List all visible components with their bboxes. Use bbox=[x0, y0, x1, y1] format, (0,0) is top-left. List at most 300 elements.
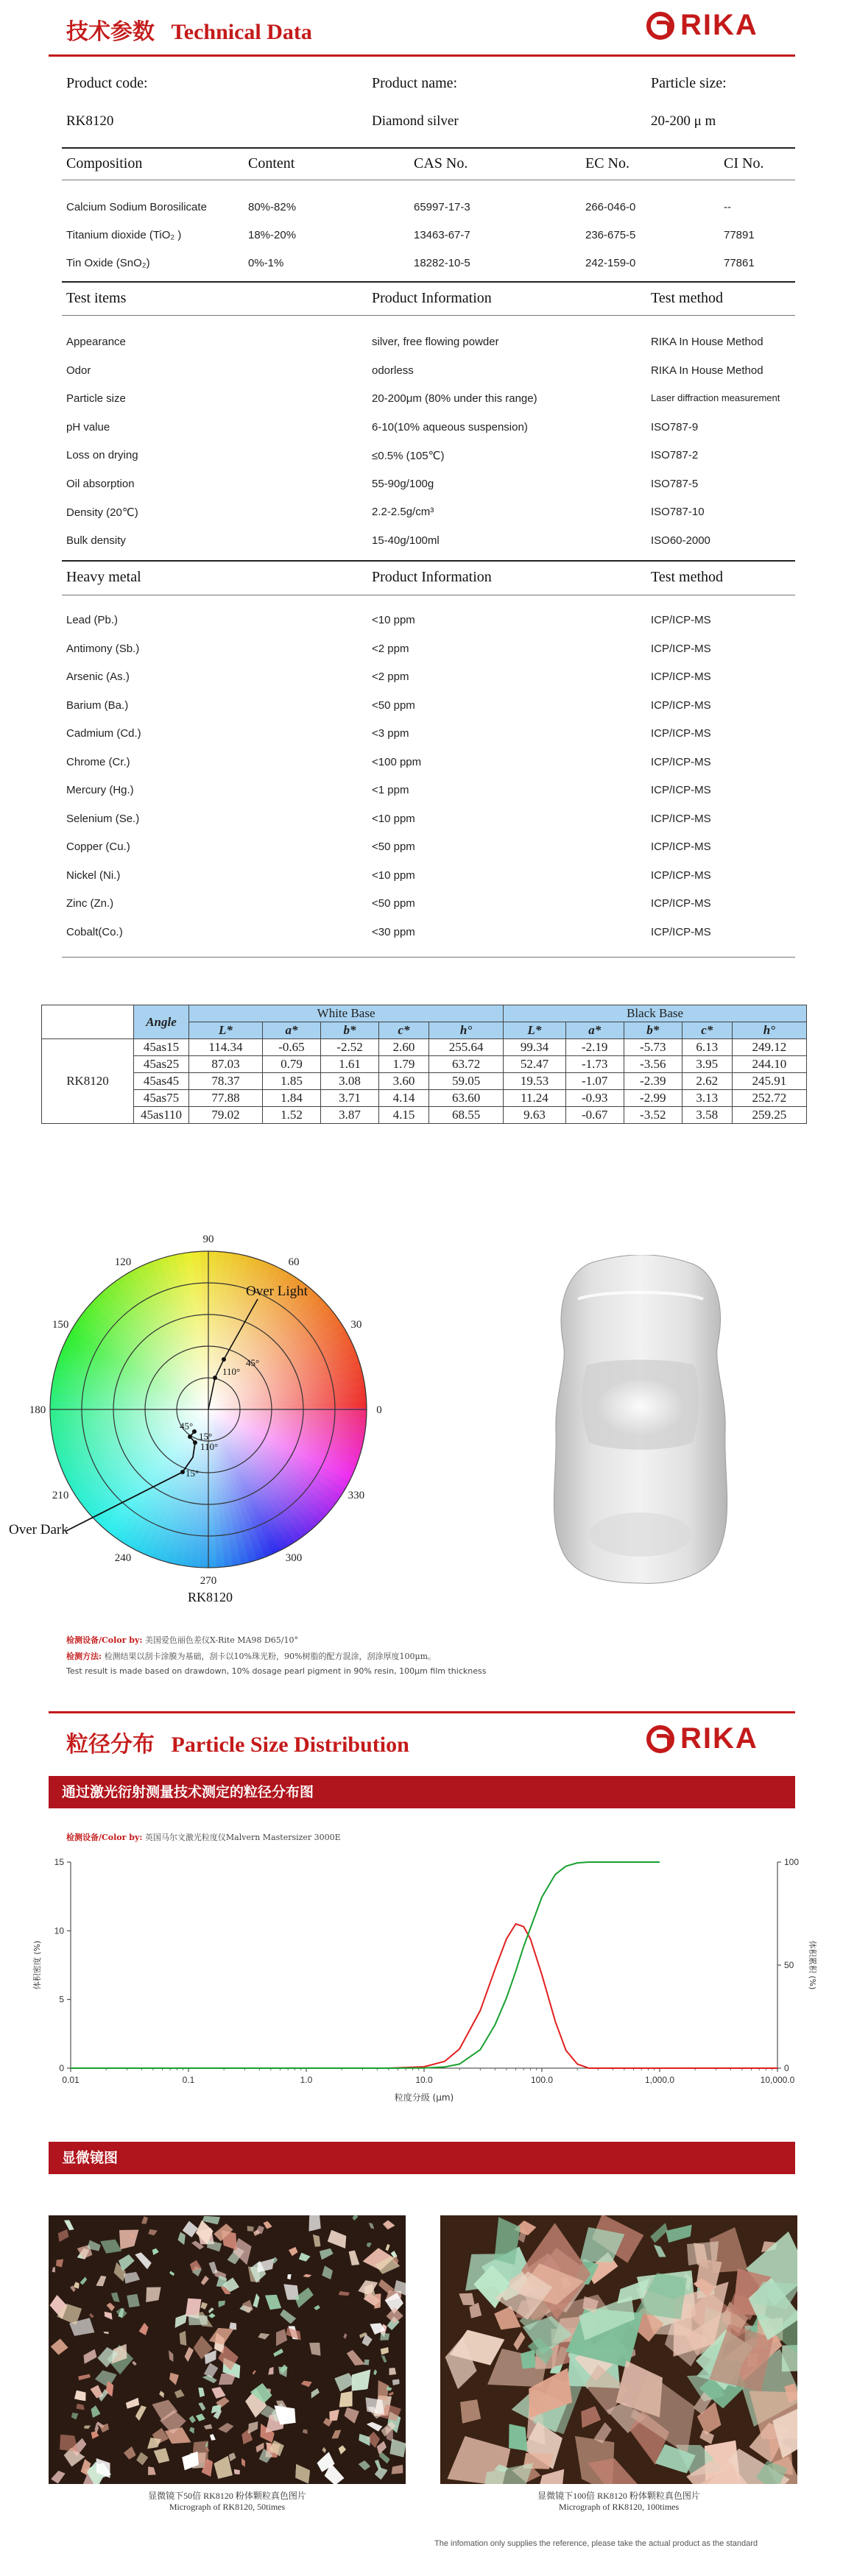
micro-flake bbox=[150, 2247, 159, 2256]
black-value-cell: -2.19 bbox=[565, 1039, 624, 1056]
micro-flake bbox=[357, 2460, 372, 2471]
micro-flake bbox=[365, 2421, 383, 2432]
white-value-cell: 114.34 bbox=[189, 1039, 263, 1056]
psd-x-tick-label: 0.1 bbox=[182, 2075, 195, 2085]
micro-flake bbox=[257, 2333, 270, 2340]
micro-flake bbox=[134, 2405, 147, 2421]
micro-flake bbox=[74, 2391, 87, 2402]
micro-flake bbox=[295, 2464, 311, 2484]
micro-flake bbox=[512, 2331, 527, 2351]
heavy-cell: <10 ppm bbox=[372, 868, 415, 882]
white-value-cell: 59.05 bbox=[428, 1073, 503, 1090]
white-value-cell: 255.64 bbox=[428, 1039, 503, 1056]
micro-flake bbox=[246, 2225, 255, 2232]
tests-cell: Odor bbox=[66, 364, 91, 377]
micro-flake bbox=[124, 2291, 143, 2310]
heavy-cell: ICP/ICP-MS bbox=[651, 812, 711, 825]
psd-x-tick-label: 0.01 bbox=[62, 2075, 80, 2085]
technical-title-en: Technical Data bbox=[171, 20, 312, 44]
dark-label-45: 45° bbox=[180, 1420, 194, 1432]
tests-cell: Particle size bbox=[66, 392, 126, 405]
color-col-header: a* bbox=[262, 1022, 320, 1039]
black-value-cell: 9.63 bbox=[504, 1107, 566, 1124]
micro-flake bbox=[189, 2427, 194, 2434]
micro-flake bbox=[50, 2470, 66, 2484]
dark-label-15b: 15° bbox=[186, 1468, 200, 1479]
micro-flake bbox=[381, 2220, 395, 2231]
micro-flake bbox=[535, 2469, 564, 2484]
psd-chart bbox=[29, 1855, 825, 2120]
micro-caption-2-en: Micrograph of RK8120, 100times bbox=[558, 2502, 680, 2512]
micro-flake bbox=[88, 2405, 102, 2419]
white-value-cell: 1.61 bbox=[321, 1056, 379, 1073]
color-col-header: b* bbox=[321, 1022, 379, 1039]
micro-flake bbox=[217, 2421, 234, 2433]
color-row bbox=[42, 1090, 807, 1107]
composition-header-0: Composition bbox=[66, 155, 143, 171]
micro-flake bbox=[287, 2274, 292, 2279]
micro-flake bbox=[200, 2302, 208, 2310]
micro-flake bbox=[218, 2372, 236, 2386]
tests-cell: Loss on drying bbox=[66, 449, 138, 461]
heavy-cell: Arsenic (As.) bbox=[66, 670, 130, 683]
micro-flake bbox=[208, 2385, 228, 2399]
tests-cell: Oil absorption bbox=[66, 477, 135, 490]
micro-flake bbox=[458, 2290, 477, 2307]
micro-flake bbox=[385, 2305, 404, 2326]
tests-cell: Laser diffraction measurement bbox=[651, 392, 780, 403]
color-product-cell: RK8120 bbox=[42, 1039, 134, 1124]
psd-x-tick-label: 10,000.0 bbox=[760, 2075, 795, 2085]
psd-title-cn: 粒径分布 bbox=[66, 1733, 155, 1757]
micro-flake bbox=[84, 2425, 91, 2430]
dark-point-110 bbox=[193, 1440, 197, 1445]
micro-flake bbox=[343, 2407, 359, 2424]
color-angle-cell: 45as75 bbox=[134, 1090, 189, 1107]
color-col-header: c* bbox=[379, 1022, 429, 1039]
micro-flake bbox=[146, 2465, 156, 2477]
tests-header-1: Product Information bbox=[372, 290, 492, 306]
micro-flake bbox=[345, 2349, 367, 2369]
psd-y2-tick-label: 0 bbox=[784, 2063, 789, 2073]
micro-flake bbox=[385, 2243, 390, 2251]
psd-x-tick-label: 10.0 bbox=[415, 2075, 433, 2085]
micro-flake bbox=[322, 2265, 333, 2280]
micro-flake bbox=[76, 2403, 85, 2410]
product-code-value: RK8120 bbox=[66, 113, 114, 129]
micro-caption-1-en: Micrograph of RK8120, 50times bbox=[169, 2502, 286, 2512]
angle-tick-label: 90 bbox=[202, 1234, 214, 1245]
micro-flake bbox=[56, 2433, 79, 2453]
white-value-cell: -0.65 bbox=[262, 1039, 320, 1056]
black-value-cell: -5.73 bbox=[624, 1039, 682, 1056]
color-col-header: L* bbox=[189, 1022, 263, 1039]
heavy-cell: Barium (Ba.) bbox=[66, 698, 129, 712]
white-value-cell: 1.79 bbox=[379, 1056, 429, 1073]
micro-flake bbox=[301, 2429, 307, 2434]
angle-tick-label: 210 bbox=[52, 1490, 69, 1501]
composition-cell: Calcium Sodium Borosilicate bbox=[66, 201, 207, 213]
micro-flake bbox=[208, 2313, 216, 2319]
micro-flake bbox=[52, 2267, 55, 2274]
title-divider bbox=[49, 54, 795, 57]
color-col-header: L* bbox=[504, 1022, 566, 1039]
micro-flake bbox=[662, 2222, 697, 2243]
method-label: 检测方法: bbox=[66, 1652, 102, 1661]
particle-size-value: 20-200 μ m bbox=[651, 113, 716, 129]
micro-flake bbox=[373, 2368, 377, 2374]
micro-caption-1-cn: 显微镜下50倍 RK8120 粉体颗粒真色图片 bbox=[148, 2491, 306, 2501]
color-wheel bbox=[0, 1207, 412, 1612]
micro-flake bbox=[264, 2293, 283, 2310]
angle-tick-label: 30 bbox=[350, 1319, 362, 1331]
micro-flake bbox=[331, 2430, 341, 2439]
micro-flake bbox=[110, 2292, 121, 2303]
micro-flake bbox=[252, 2370, 256, 2374]
micro-flake bbox=[80, 2276, 88, 2285]
car-swatch-image bbox=[541, 1255, 740, 1586]
micro-flake bbox=[103, 2332, 109, 2334]
psd-title-en: Particle Size Distribution bbox=[171, 1733, 409, 1757]
black-value-cell: 2.62 bbox=[682, 1073, 732, 1090]
heavy-cell: <50 ppm bbox=[372, 698, 415, 712]
method-text: 检测结果以刮卡涂膜为基础，刮卡以10%珠光粉，90%树脂的配方混涂，刮涂厚度100μm。 bbox=[104, 1652, 437, 1661]
angle-tick-label: 180 bbox=[29, 1404, 46, 1416]
micro-flake bbox=[241, 2458, 245, 2466]
psd-y2-tick-label: 100 bbox=[784, 1857, 800, 1867]
white-value-cell: 1.85 bbox=[262, 1073, 320, 1090]
tests-header-line bbox=[62, 315, 795, 316]
heavy-cell: Copper (Cu.) bbox=[66, 841, 130, 853]
tests-cell: pH value bbox=[66, 420, 110, 434]
rika-logo-icon-2 bbox=[646, 1725, 674, 1753]
light-label-45: 45° bbox=[246, 1357, 260, 1368]
micro-flake bbox=[197, 2401, 206, 2412]
micro-flake bbox=[345, 2248, 361, 2268]
heavy-cell: Cadmium (Cd.) bbox=[66, 727, 141, 740]
heavy-cell: Nickel (Ni.) bbox=[66, 868, 121, 882]
method-en: Test result is made based on drawdown, 10% dosage pearl pigment in 90% resin, 100μm film thickness bbox=[66, 1666, 487, 1676]
product-name-value: Diamond silver bbox=[372, 113, 459, 129]
micro-flake bbox=[359, 2434, 371, 2446]
composition-header-1: Content bbox=[248, 155, 295, 171]
micro-flake bbox=[454, 2396, 484, 2425]
micro-flake bbox=[268, 2367, 274, 2376]
white-value-cell: 79.02 bbox=[189, 1107, 263, 1124]
micro-flake bbox=[96, 2275, 107, 2286]
micro-flake bbox=[99, 2420, 110, 2434]
micro-caption-2-cn: 显微镜下100倍 RK8120 粉体颗粒真色图片 bbox=[537, 2491, 700, 2501]
micro-flake bbox=[388, 2391, 394, 2397]
tests-header-2: Test method bbox=[651, 290, 724, 306]
micro-flake bbox=[71, 2412, 78, 2419]
tests-cell: 15-40g/100ml bbox=[372, 534, 440, 547]
composition-cell: 13463-67-7 bbox=[414, 229, 470, 241]
micro-flake bbox=[322, 2446, 327, 2453]
micro-flake bbox=[63, 2218, 75, 2232]
angle-tick-label: 330 bbox=[348, 1490, 365, 1501]
tests-cell: Appearance bbox=[66, 336, 126, 348]
tests-header-0: Test items bbox=[66, 290, 127, 306]
color-col-header: a* bbox=[565, 1022, 624, 1039]
black-value-cell: 3.58 bbox=[682, 1107, 732, 1124]
tests-cell: silver, free flowing powder bbox=[372, 336, 499, 348]
psd-density-line bbox=[71, 1924, 777, 2068]
composition-cell: 0%-1% bbox=[248, 257, 284, 269]
microscope-bar: 显微镜图 bbox=[49, 2142, 795, 2174]
micro-flake bbox=[303, 2274, 311, 2279]
black-value-cell: 6.13 bbox=[682, 1039, 732, 1056]
black-value-cell: 99.34 bbox=[504, 1039, 566, 1056]
white-value-cell: 77.88 bbox=[189, 1090, 263, 1107]
device-text: 美国爱色丽色差仪X-Rite MA98 D65/10° bbox=[144, 1635, 299, 1645]
psd-x-tick-label: 1.0 bbox=[300, 2075, 313, 2085]
micro-caption-1 bbox=[49, 2489, 406, 2513]
micro-flake bbox=[328, 2409, 339, 2421]
white-value-cell: 1.52 bbox=[262, 1107, 320, 1124]
micro-flake bbox=[173, 2389, 186, 2399]
footer-note: The infomation only supplies the reference, please take the actual product as the standard bbox=[434, 2539, 758, 2548]
heavy-cell: ICP/ICP-MS bbox=[651, 784, 711, 796]
color-data-table bbox=[41, 1005, 807, 1124]
tests-cell: RIKA In House Method bbox=[651, 336, 763, 348]
composition-cell: Titanium dioxide (TiO₂ ) bbox=[66, 229, 182, 241]
heavy-cell: Chrome (Cr.) bbox=[66, 755, 130, 768]
color-angle-cell: 45as110 bbox=[134, 1107, 189, 1124]
psd-y-tick-label: 10 bbox=[54, 1925, 64, 1936]
heavy-cell: <10 ppm bbox=[372, 614, 415, 626]
tests-cell: ≤0.5% (105℃) bbox=[372, 450, 445, 462]
rika-logo-2 bbox=[646, 1722, 758, 1755]
micro-flake bbox=[279, 2309, 297, 2325]
micro-flake bbox=[178, 2330, 189, 2349]
tests-cell: 6-10(10% aqueous suspension) bbox=[372, 420, 528, 434]
dark-label-15a: 15° bbox=[199, 1431, 213, 1442]
angle-tick-label: 240 bbox=[114, 1551, 132, 1564]
over-light-label: Over Light bbox=[246, 1284, 308, 1299]
micro-flake bbox=[208, 2307, 214, 2314]
color-col-header: c* bbox=[682, 1022, 732, 1039]
light-point-45 bbox=[222, 1357, 226, 1362]
composition-cell: Tin Oxide (SnO₂) bbox=[66, 257, 150, 269]
micro-flake bbox=[119, 2226, 140, 2250]
device-label: 检测设备/Color by: bbox=[66, 1635, 143, 1645]
particle-size-label: Particle size: bbox=[651, 75, 727, 91]
micro-flake bbox=[366, 2243, 372, 2248]
black-value-cell: -2.99 bbox=[624, 1090, 682, 1107]
rika-logo-icon bbox=[646, 12, 674, 40]
heavy-cell: <2 ppm bbox=[372, 642, 409, 655]
micro-flake bbox=[132, 2360, 137, 2367]
color-row bbox=[42, 1056, 807, 1073]
micro-flake bbox=[351, 2215, 359, 2221]
heavy-cell: <1 ppm bbox=[372, 784, 409, 796]
heavy-cell: Lead (Pb.) bbox=[66, 614, 119, 626]
heavy-cell: ICP/ICP-MS bbox=[651, 897, 711, 910]
white-value-cell: 3.71 bbox=[321, 1090, 379, 1107]
color-col-header: b* bbox=[624, 1022, 682, 1039]
black-value-cell: 3.13 bbox=[682, 1090, 732, 1107]
white-value-cell: 63.72 bbox=[428, 1056, 503, 1073]
black-value-cell: -0.93 bbox=[565, 1090, 624, 1107]
tests-cell: 2.2-2.5g/cm³ bbox=[372, 506, 434, 518]
micro-flake bbox=[159, 2391, 165, 2398]
micro-flake bbox=[317, 2246, 334, 2260]
heavy-cell: Mercury (Hg.) bbox=[66, 784, 134, 796]
dark-label-110: 110° bbox=[200, 1441, 219, 1452]
heavy-cell: <10 ppm bbox=[372, 812, 415, 825]
rika-logo bbox=[646, 9, 758, 42]
heavy-cell: ICP/ICP-MS bbox=[651, 614, 711, 626]
micrograph-50x bbox=[49, 2215, 406, 2484]
micro-flake bbox=[114, 2307, 127, 2319]
psd-y2-tick-label: 50 bbox=[784, 1960, 794, 1970]
black-value-cell: -1.07 bbox=[565, 1073, 624, 1090]
tests-cell: ISO60-2000 bbox=[651, 534, 710, 547]
psd-y2-label: 体积累积 (%) bbox=[808, 1940, 817, 1990]
micro-flake bbox=[298, 2252, 311, 2262]
color-angle-cell: 45as25 bbox=[134, 1056, 189, 1073]
micro-flake bbox=[124, 2446, 138, 2460]
black-value-cell: -3.52 bbox=[624, 1107, 682, 1124]
micro-flake bbox=[202, 2363, 219, 2379]
heavy-bottom-line bbox=[62, 957, 795, 958]
white-value-cell: 4.15 bbox=[379, 1107, 429, 1124]
psd-y-tick-label: 15 bbox=[54, 1857, 64, 1867]
black-value-cell: 252.72 bbox=[732, 1090, 806, 1107]
micrograph-100x bbox=[440, 2215, 797, 2484]
color-col-header: h° bbox=[732, 1022, 806, 1039]
psd-cumulative-line bbox=[71, 1862, 660, 2068]
heavy-header-0: Heavy metal bbox=[66, 569, 141, 585]
angle-tick-label: 300 bbox=[285, 1551, 303, 1564]
tests-top-line bbox=[62, 281, 795, 283]
composition-top-line bbox=[62, 147, 795, 149]
micro-flake bbox=[197, 2385, 205, 2399]
composition-cell: 18282-10-5 bbox=[414, 257, 470, 269]
micro-flake bbox=[194, 2413, 207, 2423]
color-row bbox=[42, 1107, 807, 1124]
color-col-header: h° bbox=[428, 1022, 503, 1039]
black-value-cell: 249.12 bbox=[732, 1039, 806, 1056]
psd-y-tick-label: 0 bbox=[59, 2063, 64, 2073]
dark-point-15b bbox=[180, 1470, 185, 1474]
micro-flake bbox=[200, 2275, 209, 2286]
composition-cell: 18%-20% bbox=[248, 229, 297, 241]
micro-flake bbox=[227, 2322, 238, 2330]
micro-flake bbox=[169, 2350, 174, 2362]
heavy-cell: ICP/ICP-MS bbox=[651, 755, 711, 768]
black-value-cell: -3.56 bbox=[624, 1056, 682, 1073]
white-value-cell: 78.37 bbox=[189, 1073, 263, 1090]
micro-flake bbox=[104, 2312, 113, 2320]
black-value-cell: 3.95 bbox=[682, 1056, 732, 1073]
color-angle-cell: 45as45 bbox=[134, 1073, 189, 1090]
micro-flake bbox=[576, 2403, 602, 2432]
micro-flake bbox=[138, 2321, 149, 2336]
black-value-cell: 259.25 bbox=[732, 1107, 806, 1124]
dark-point-15a bbox=[188, 1434, 192, 1439]
micro-flake bbox=[273, 2327, 287, 2346]
heavy-cell: <3 ppm bbox=[372, 727, 409, 740]
micro-flake bbox=[97, 2237, 123, 2256]
micro-flake bbox=[209, 2261, 219, 2274]
micro-flake bbox=[308, 2339, 324, 2358]
psd-device-note bbox=[66, 1831, 341, 1843]
heavy-cell: ICP/ICP-MS bbox=[651, 642, 711, 655]
light-point-110 bbox=[213, 1376, 217, 1380]
white-value-cell: 3.87 bbox=[321, 1107, 379, 1124]
white-value-cell: 87.03 bbox=[189, 1056, 263, 1073]
heavy-cell: <2 ppm bbox=[372, 670, 409, 683]
technical-title-cn: 技术参数 bbox=[66, 20, 155, 44]
technical-title bbox=[66, 13, 312, 46]
heavy-cell: <30 ppm bbox=[372, 925, 415, 938]
white-base-header: White Base bbox=[189, 1005, 504, 1022]
black-value-cell: 244.10 bbox=[732, 1056, 806, 1073]
tests-cell: RIKA In House Method bbox=[651, 364, 763, 377]
black-value-cell: 11.24 bbox=[504, 1090, 566, 1107]
micro-flake bbox=[216, 2299, 227, 2308]
micro-flake bbox=[652, 2243, 666, 2259]
wheel-product-label: RK8120 bbox=[188, 1590, 233, 1604]
micro-flake bbox=[208, 2327, 234, 2345]
micro-flake bbox=[234, 2469, 241, 2474]
angle-tick-label: 150 bbox=[52, 1319, 69, 1331]
white-value-cell: 3.60 bbox=[379, 1073, 429, 1090]
black-value-cell: -1.73 bbox=[565, 1056, 624, 1073]
white-value-cell: 0.79 bbox=[262, 1056, 320, 1073]
heavy-cell: Antimony (Sb.) bbox=[66, 642, 140, 655]
micro-flake bbox=[133, 2250, 152, 2270]
heavy-cell: ICP/ICP-MS bbox=[651, 925, 711, 938]
color-angle-cell: 45as15 bbox=[134, 1039, 189, 1056]
micro-caption-2 bbox=[440, 2489, 797, 2513]
micro-flake bbox=[204, 2424, 214, 2431]
angle-header: Angle bbox=[134, 1005, 189, 1039]
psd-device-text: 英国马尔文激光粒度仪Malvern Mastersizer 3000E bbox=[144, 1833, 341, 1842]
heavy-cell: Cobalt(Co.) bbox=[66, 925, 123, 938]
heavy-cell: ICP/ICP-MS bbox=[651, 727, 711, 740]
tests-cell: Density (20℃) bbox=[66, 506, 138, 519]
micro-flake bbox=[253, 2293, 260, 2309]
psd-y-label: 体积密度 (%) bbox=[32, 1940, 42, 1990]
micro-flake bbox=[188, 2415, 197, 2424]
micro-flake bbox=[311, 2233, 322, 2248]
micro-flake bbox=[273, 2348, 283, 2357]
micro-flake bbox=[339, 2291, 350, 2296]
micro-flake bbox=[391, 2463, 403, 2476]
heavy-header-1: Product Information bbox=[372, 569, 492, 585]
micro-flake bbox=[337, 2445, 346, 2455]
composition-header-2: CAS No. bbox=[414, 155, 468, 171]
tests-cell: ISO787-5 bbox=[651, 477, 699, 490]
micro-flake bbox=[309, 2388, 320, 2399]
micro-flake bbox=[255, 2226, 264, 2234]
psd-y-tick-label: 5 bbox=[59, 1994, 64, 2005]
composition-cell: 65997-17-3 bbox=[414, 201, 470, 213]
micro-flake bbox=[154, 2447, 172, 2463]
heavy-cell: ICP/ICP-MS bbox=[651, 698, 711, 712]
micro-flake bbox=[135, 2452, 148, 2467]
heavy-cell: Zinc (Zn.) bbox=[66, 897, 114, 910]
tests-cell: 20-200μm (80% under this range) bbox=[372, 392, 537, 405]
heavy-cell: <50 ppm bbox=[372, 841, 415, 853]
micro-flake bbox=[287, 2246, 300, 2257]
heavy-cell: <100 ppm bbox=[372, 755, 422, 768]
micro-flake bbox=[169, 2372, 179, 2385]
color-row bbox=[42, 1039, 807, 1056]
